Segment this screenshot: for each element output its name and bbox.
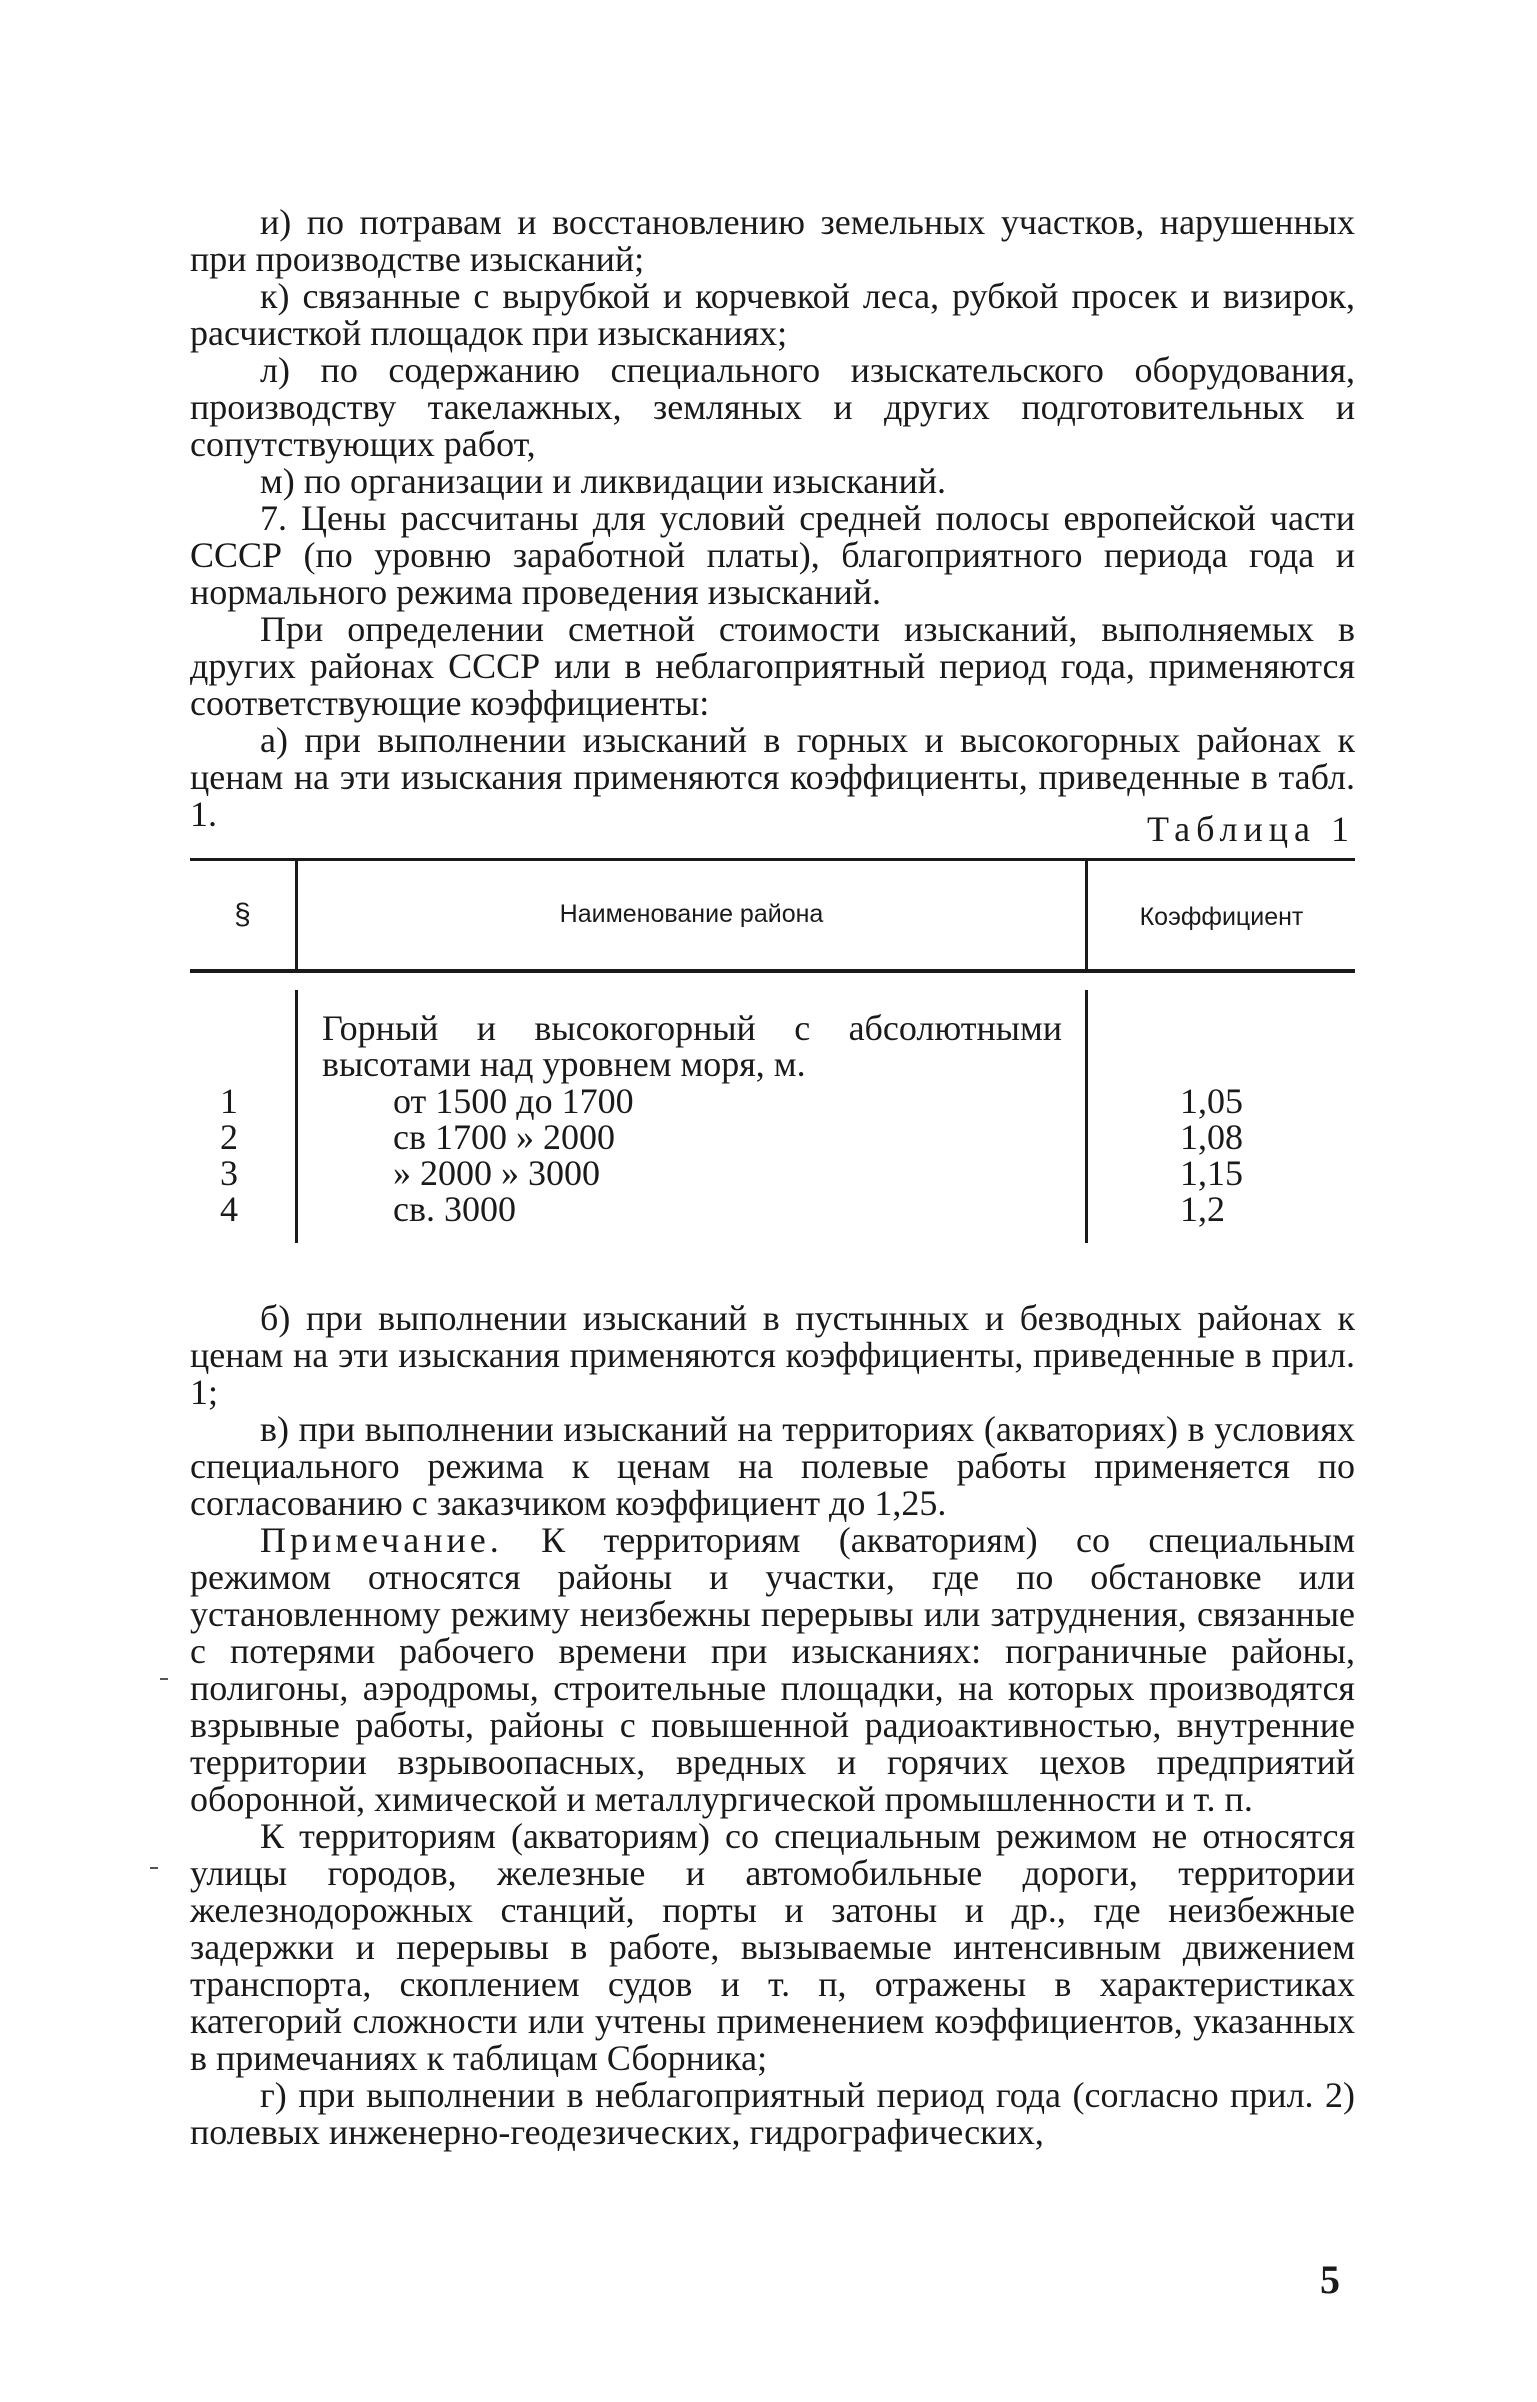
paragraph-item-g: г) при выполнении в неблагоприятный период года (согласно прил. 2) полевых инженерно-геодезических, гидрографических, — [190, 2075, 1355, 2152]
table-row-num: 2 — [220, 1117, 238, 1157]
note-text: К территориям (акваториям) со специальным режимом относятся районы и участки, где по обстановке или установленному режиму неизбежны перерывы или затруднения, связанные с потерями рабочего времени при изысканиях: пограничные районы, полигоны, аэродромы, строительные площадки, на которых производятся взрывные работы, районы с повышенной радиоактивностью, внутренние территории взрывоопасных, вредных и горячих цехов предприятий оборонной, химической и металлургической промышленности и т. п. — [190, 1520, 1356, 1819]
paragraph-special-regime-exclusions: К территориям (акваториям) со специальным режимом не относятся улицы городов, железные и автомобильные дороги, территории железнодорожных станций, порты и затоны и др., где неизбежные задержки и перерывы в работе, вызываемые интенсивным движением транспорта, скоплением судов и т. п, отражены в характеристиках категорий сложности или учтены применением коэффициентов, указанных в примечаниях к таблицам Сборника; — [190, 1816, 1355, 2078]
table-group-title: Горный и высокогорный с абсолютными высотами над уровнем моря, м. — [322, 1008, 1062, 1084]
table-row-name: » 2000 » 3000 — [393, 1153, 600, 1193]
page-number: 5 — [1320, 2257, 1340, 2302]
paragraph-point-7: 7. Цены рассчитаны для условий средней полосы европейской части СССР (по уровню заработной платы), благоприятного периода года и нормального режима проведения изысканий. — [190, 498, 1355, 612]
table-row-name: св. 3000 — [393, 1189, 516, 1229]
paragraph-item-v: в) при выполнении изысканий на территориях (акваториях) в условиях специального режима к ценам на полевые работы применяется по согласованию с заказчиком коэффициент до 1,25. — [190, 1409, 1355, 1523]
table-row-name: от 1500 до 1700 — [393, 1081, 634, 1121]
table-row-num: 3 — [220, 1153, 238, 1193]
scan-speck — [160, 1678, 168, 1680]
table-row-coef: 1,08 — [1180, 1117, 1243, 1157]
table-row-coef: 1,15 — [1180, 1153, 1243, 1193]
table-row-coef: 1,2 — [1180, 1189, 1225, 1229]
bottom-text-block — [190, 1300, 1355, 2151]
table-body-divider-1 — [295, 990, 298, 1243]
table-row-name: св 1700 » 2000 — [393, 1117, 615, 1157]
table-header-section: § — [234, 898, 251, 931]
table-header-coefficient: Коэффициент — [1139, 903, 1304, 931]
scan-speck — [150, 1867, 158, 1869]
top-text-block — [190, 204, 1355, 833]
table-row-num: 1 — [220, 1081, 238, 1121]
table-top-rule — [190, 858, 1355, 861]
table-row-num: 4 — [220, 1189, 238, 1229]
table-header-region: Наименование района — [559, 900, 824, 928]
note-label: Примечание. — [260, 1520, 503, 1560]
paragraph-item-m: м) по организации и ликвидации изысканий. — [260, 461, 947, 501]
paragraph-item-l: л) по содержанию специального изыскательского оборудования, производству такелажных, земляных и других подготовительных и сопутствующих работ, — [190, 350, 1355, 464]
paragraph-item-a: а) при выполнении изысканий в горных и высокогорных районах к ценам на эти изыскания применяются коэффициенты, приведенные в табл. 1. — [190, 720, 1355, 834]
paragraph-coefficients-intro: При определении сметной стоимости изысканий, выполняемых в других районах СССР или в неблагоприятный период года, применяются соответствующие коэффициенты: — [190, 609, 1355, 723]
paragraph-item-k: к) связанные с вырубкой и корчевкой леса, рубкой просек и визирок, расчисткой площадок при изысканиях; — [190, 276, 1355, 353]
table-header-rule — [190, 969, 1355, 973]
paragraph-item-i: и) по потравам и восстановлению земельных участков, нарушенных при производстве изысканий; — [190, 202, 1355, 279]
table-row-coef: 1,05 — [1180, 1081, 1243, 1121]
table-body-divider-2 — [1085, 990, 1088, 1243]
table-caption: Таблица 1 — [1147, 809, 1355, 849]
paragraph-item-b: б) при выполнении изысканий в пустынных и безводных районах к ценам на эти изыскания применяются коэффициенты, приведенные в прил. 1; — [190, 1298, 1355, 1412]
note-paragraph — [190, 1522, 1355, 1818]
